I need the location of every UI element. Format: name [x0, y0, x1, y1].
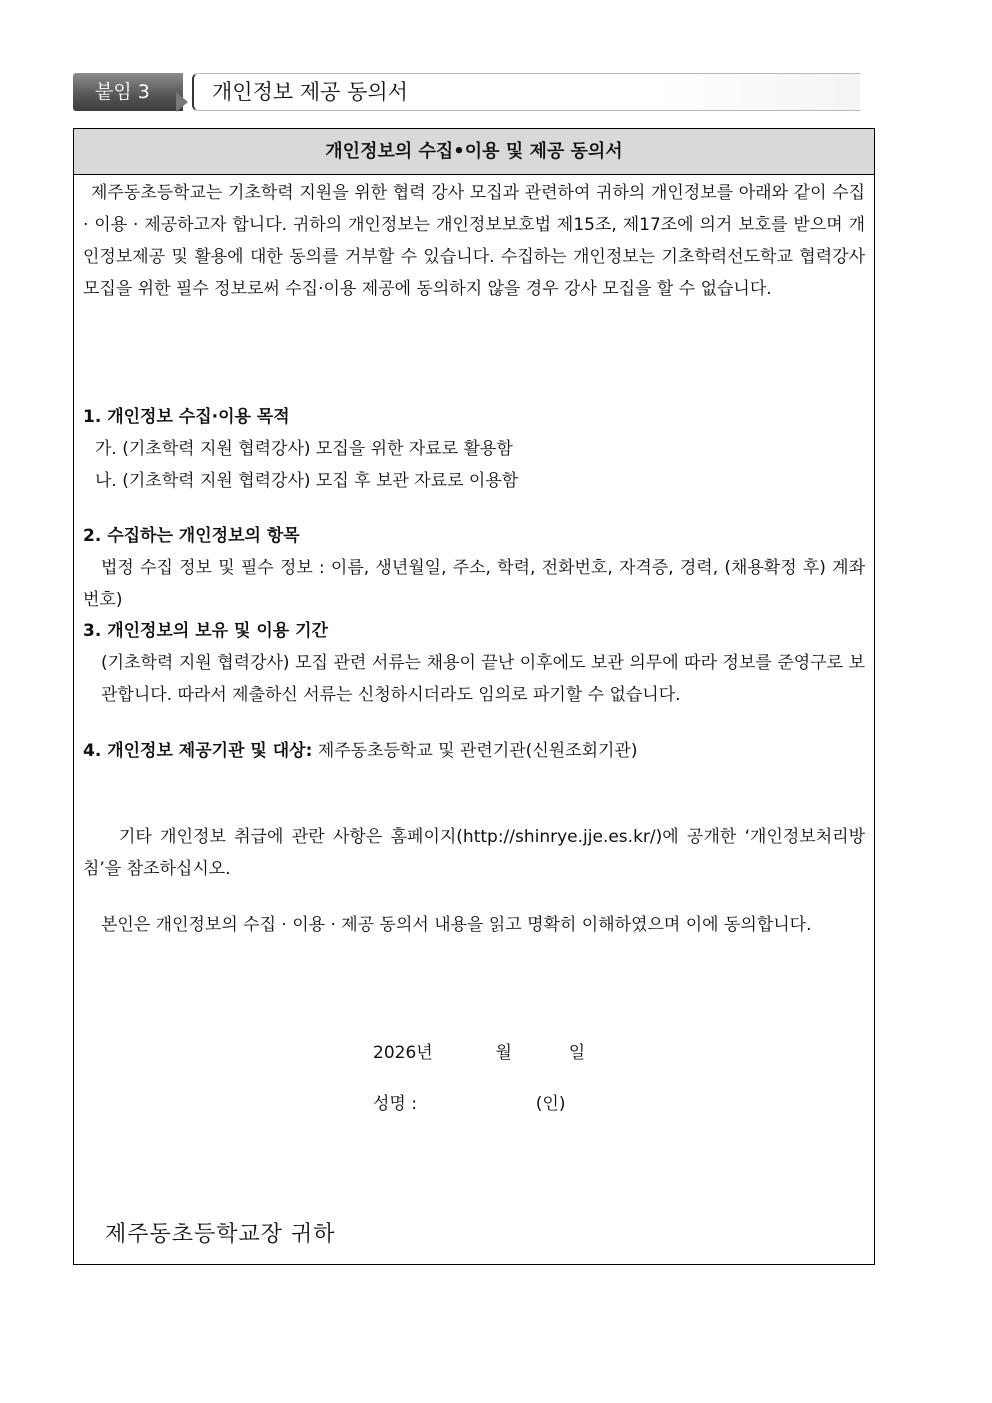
section-2-title: 2. 수집하는 개인정보의 항목 [83, 526, 300, 546]
date-year: 2026년 [373, 1043, 433, 1063]
intro-paragraph: 제주동초등학교는 기초학력 지원을 위한 협력 강사 모집과 관련하여 귀하의 개인정보를 아래와 같이 수집 · 이용 · 제공하고자 합니다. 귀하의 개인정보는 개인정보보호법 제15조, 제17조에 의거 보호를 받으며 개인정보제공 및 활용에 대한 동의를 거부할 수 있습니다. 수집하는 개인정보는 기초학력선도학교 협력강사 모집을 위한 필수 정보로써 수집·이용 제공에 동의하지 않을 경우 강사 모집을 할 수 없습니다. [83, 183, 865, 299]
section-3-body: (기초학력 지원 협력강사) 모집 관련 서류는 채용이 끝난 이후에도 보관 의무에 따라 정보를 준영구로 보관합니다. 따라서 제출하신 서류는 신청하시더라도 임의로 파기할 수 없습니다. [101, 653, 865, 705]
section-3-title: 3. 개인정보의 보유 및 이용 기간 [83, 621, 328, 641]
seal-mark: (인) [535, 1094, 566, 1114]
consent-statement: 본인은 개인정보의 수집 · 이용 · 제공 동의서 내용을 읽고 명확히 이해하였으며 이에 동의합니다. [101, 915, 812, 935]
document-title: 개인정보 제공 동의서 [192, 73, 860, 111]
date-month: 월 [495, 1043, 512, 1063]
tab-notch [176, 92, 188, 112]
form-heading: 개인정보의 수집•이용 및 제공 동의서 [74, 129, 874, 175]
section-1-item: 가. (기초학력 지원 협력강사) 모집을 위한 자료로 활용함 [95, 439, 513, 459]
name-label: 성명 : [373, 1094, 417, 1114]
addressee: 제주동초등학교장 귀하 [105, 1222, 336, 1247]
section-2-body: 법정 수집 정보 및 필수 정보 : 이름, 생년월일, 주소, 학력, 전화번호, 자격증, 경력, (채용확정 후) 계좌번호) [83, 558, 865, 610]
section-1-item: 나. (기초학력 지원 협력강사) 모집 후 보관 자료로 이용함 [95, 471, 519, 491]
signature-line [373, 1089, 565, 1114]
attachment-tab: 붙임 3 [73, 73, 183, 111]
date-line [373, 1038, 585, 1063]
section-4 [83, 735, 865, 767]
privacy-policy-note: 기타 개인정보 취급에 관란 사항은 홈페이지(http://shinrye.jje.es.kr/)에 공개한 ‘개인정보처리방침’을 참조하십시오. [83, 827, 865, 879]
section-1 [83, 401, 865, 497]
section-4-body: 제주동초등학교 및 관련기관(신원조회기관) [317, 741, 638, 761]
section-4-title: 4. 개인정보 제공기관 및 대상: [83, 741, 313, 761]
consent-form [73, 128, 875, 1265]
section-2 [83, 520, 865, 616]
section-3 [83, 615, 865, 711]
section-1-title: 1. 개인정보 수집·이용 목적 [83, 407, 290, 427]
date-day: 일 [568, 1043, 586, 1063]
